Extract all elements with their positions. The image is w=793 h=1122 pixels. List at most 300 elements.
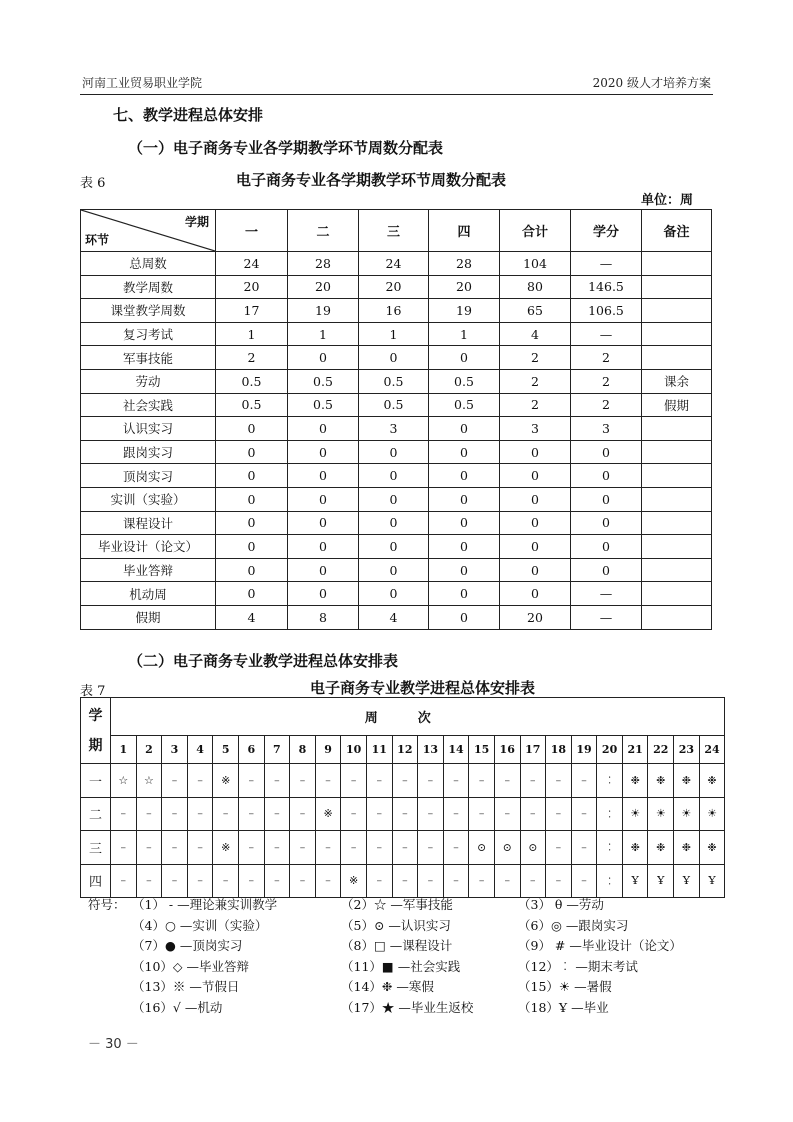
table6-title: 电子商务专业各学期教学环节周数分配表	[236, 171, 507, 189]
schedule-symbol-cell: –	[366, 831, 392, 865]
week-number-cell: 3	[162, 736, 188, 764]
semester-header-cell	[81, 698, 111, 764]
segment-name-cell: 劳动	[81, 369, 216, 393]
value-cell	[642, 275, 712, 299]
schedule-symbol-cell: –	[213, 864, 239, 898]
schedule-symbol-cell: –	[290, 831, 316, 865]
schedule-symbol-cell: ⊙	[494, 831, 520, 865]
schedule-symbol-cell: –	[111, 864, 137, 898]
table6-header-row	[81, 210, 712, 252]
value-cell: 0	[429, 558, 500, 582]
schedule-symbol-cell: –	[290, 864, 316, 898]
schedule-symbol-cell: –	[418, 831, 444, 865]
segment-name-cell: 课堂教学周数	[81, 299, 216, 323]
value-cell: 0	[500, 487, 571, 511]
value-cell: 24	[359, 252, 429, 276]
value-cell: 0	[288, 346, 359, 370]
value-cell: 65	[500, 299, 571, 323]
semester-row	[81, 797, 725, 831]
schedule-symbol-cell: –	[546, 764, 572, 798]
value-cell: 0	[359, 440, 429, 464]
value-cell: 0	[429, 582, 500, 606]
value-cell: 0	[571, 511, 642, 535]
table-row	[81, 346, 712, 370]
legend-item: （12）︰ —期末考试	[518, 958, 638, 974]
schedule-symbol-cell: –	[571, 764, 597, 798]
week-header-cell: 周次	[111, 698, 725, 736]
value-cell: 0	[571, 558, 642, 582]
schedule-symbol-cell: –	[418, 764, 444, 798]
value-cell: 2	[571, 393, 642, 417]
schedule-symbol-cell: ︰	[597, 764, 623, 798]
value-cell: 19	[429, 299, 500, 323]
schedule-symbol-cell: –	[341, 764, 367, 798]
segment-name-cell: 实训（实验）	[81, 487, 216, 511]
value-cell	[642, 558, 712, 582]
value-cell: 4	[500, 322, 571, 346]
value-cell: 1	[288, 322, 359, 346]
value-cell: 28	[429, 252, 500, 276]
week-number-cell: 22	[648, 736, 674, 764]
legend-item: （10）◇ —毕业答辩	[132, 958, 249, 974]
schedule-symbol-cell: ☀	[674, 797, 700, 831]
value-cell: 4	[359, 605, 429, 629]
segment-name-cell: 总周数	[81, 252, 216, 276]
value-cell: 2	[571, 346, 642, 370]
value-cell	[642, 322, 712, 346]
schedule-symbol-cell: –	[443, 864, 469, 898]
schedule-symbol-cell: –	[290, 764, 316, 798]
schedule-symbol-cell: –	[418, 797, 444, 831]
schedule-symbol-cell: ☀	[648, 797, 674, 831]
semester-header-text: 学 期	[88, 707, 103, 754]
value-cell: 0	[288, 417, 359, 441]
schedule-symbol-cell: ⊙	[469, 831, 495, 865]
semester-label-cell: 四	[81, 864, 111, 898]
value-cell: 课余	[642, 369, 712, 393]
week-number-cell: 19	[571, 736, 597, 764]
table-row	[81, 299, 712, 323]
schedule-symbol-cell: –	[469, 864, 495, 898]
value-cell: 0	[429, 605, 500, 629]
schedule-symbol-cell: –	[341, 831, 367, 865]
value-cell	[642, 346, 712, 370]
schedule-symbol-cell: –	[162, 764, 188, 798]
table-row	[81, 582, 712, 606]
value-cell: 2	[500, 346, 571, 370]
corner-segment-label: 环节	[85, 233, 110, 247]
value-cell: 1	[359, 322, 429, 346]
legend-item: （18）Ұ —毕业	[518, 1000, 609, 1015]
value-cell: 0	[359, 582, 429, 606]
schedule-symbol-cell: –	[290, 797, 316, 831]
corner-semester-label: 学期	[184, 215, 209, 229]
value-cell: 0	[429, 464, 500, 488]
schedule-symbol-cell: –	[366, 797, 392, 831]
schedule-symbol-cell: –	[341, 797, 367, 831]
table-row	[81, 464, 712, 488]
table-row	[81, 417, 712, 441]
schedule-symbol-cell: ❉	[648, 764, 674, 798]
segment-name-cell: 顶岗实习	[81, 464, 216, 488]
value-cell: 0	[429, 417, 500, 441]
value-cell: 0	[500, 511, 571, 535]
value-cell: 17	[216, 299, 288, 323]
schedule-symbol-cell: ︰	[597, 864, 623, 898]
table7-label: 表 7	[80, 684, 106, 699]
week-number-cell: 14	[443, 736, 469, 764]
segment-name-cell: 复习考试	[81, 322, 216, 346]
schedule-symbol-cell: ︰	[597, 797, 623, 831]
segment-name-cell: 跟岗实习	[81, 440, 216, 464]
table-row	[81, 440, 712, 464]
schedule-symbol-cell: Ұ	[648, 864, 674, 898]
value-cell: 0	[500, 464, 571, 488]
value-cell	[642, 464, 712, 488]
value-cell: 假期	[642, 393, 712, 417]
value-cell: —	[571, 605, 642, 629]
schedule-symbol-cell: –	[494, 864, 520, 898]
segment-name-cell: 认识实习	[81, 417, 216, 441]
schedule-symbol-cell: –	[187, 764, 213, 798]
segment-name-cell: 教学周数	[81, 275, 216, 299]
value-cell: 20	[359, 275, 429, 299]
week-number-cell: 15	[469, 736, 495, 764]
schedule-symbol-cell: –	[546, 797, 572, 831]
schedule-symbol-cell: –	[315, 864, 341, 898]
legend-item: （1） - —理论兼实训教学	[132, 897, 278, 912]
legend-item: （13）※ —节假日	[132, 979, 240, 995]
legend-item: （16）√ —机动	[132, 1000, 223, 1015]
table6-unit: 单位：周	[640, 193, 693, 208]
header-institution: 河南工业贸易职业学院	[82, 76, 203, 90]
schedule-symbol-cell: –	[187, 831, 213, 865]
value-cell: 0	[216, 440, 288, 464]
value-cell: 0.5	[288, 393, 359, 417]
schedule-symbol-cell: –	[264, 831, 290, 865]
corner-header-cell	[81, 210, 216, 252]
week-number-cell: 10	[341, 736, 367, 764]
semester-row	[81, 764, 725, 798]
schedule-symbol-cell: –	[571, 831, 597, 865]
semester-label-cell: 一	[81, 764, 111, 798]
legend-item: （15）☀ —暑假	[518, 979, 612, 995]
value-cell: 0	[359, 464, 429, 488]
value-cell: 0	[288, 464, 359, 488]
legend-item: （14）❉ —寒假	[341, 979, 434, 995]
schedule-symbol-cell: –	[392, 864, 418, 898]
value-cell: 0	[288, 535, 359, 559]
value-cell: 3	[500, 417, 571, 441]
schedule-symbol-cell: –	[264, 764, 290, 798]
schedule-symbol-cell: –	[366, 764, 392, 798]
value-cell: 20	[429, 275, 500, 299]
column-header: 三	[359, 210, 429, 252]
value-cell: 0	[500, 558, 571, 582]
schedule-symbol-cell: –	[443, 831, 469, 865]
semester-label-cell: 二	[81, 797, 111, 831]
week-allocation-table	[80, 209, 712, 630]
week-number-cell: 4	[187, 736, 213, 764]
value-cell: 20	[288, 275, 359, 299]
value-cell: 2	[500, 369, 571, 393]
week-number-cell: 16	[494, 736, 520, 764]
segment-name-cell: 课程设计	[81, 511, 216, 535]
semester-label-cell: 三	[81, 831, 111, 865]
value-cell: 3	[359, 417, 429, 441]
schedule-symbol-cell: –	[392, 831, 418, 865]
week-number-cell: 9	[315, 736, 341, 764]
value-cell: 80	[500, 275, 571, 299]
week-number-cell: 1	[111, 736, 137, 764]
value-cell: 0	[216, 582, 288, 606]
value-cell: 0	[216, 464, 288, 488]
value-cell: 0	[429, 535, 500, 559]
header-plan-title: 2020 级人才培养方案	[592, 76, 711, 90]
week-number-cell: 21	[622, 736, 648, 764]
value-cell: 2	[216, 346, 288, 370]
schedule-symbol-cell: –	[520, 797, 546, 831]
schedule-symbol-cell: –	[315, 764, 341, 798]
table-row	[81, 252, 712, 276]
value-cell	[642, 252, 712, 276]
value-cell	[642, 605, 712, 629]
segment-name-cell: 假期	[81, 605, 216, 629]
week-number-cell: 17	[520, 736, 546, 764]
schedule-symbol-cell: –	[264, 797, 290, 831]
segment-name-cell: 军事技能	[81, 346, 216, 370]
legend-item: （17）★ —毕业生返校	[341, 1000, 474, 1015]
section-title: 七、教学进程总体安排	[113, 106, 264, 124]
schedule-symbol-cell: Ұ	[622, 864, 648, 898]
page-number: － 30 －	[88, 1037, 139, 1052]
value-cell: 0	[359, 346, 429, 370]
value-cell: 0.5	[359, 369, 429, 393]
schedule-symbol-cell: –	[366, 864, 392, 898]
value-cell: 20	[216, 275, 288, 299]
schedule-symbol-cell: ❉	[699, 831, 725, 865]
column-header: 合计	[500, 210, 571, 252]
subsection-title-1: （一）电子商务专业各学期教学环节周数分配表	[128, 139, 444, 157]
schedule-symbol-cell: –	[571, 797, 597, 831]
schedule-symbol-cell: –	[213, 797, 239, 831]
value-cell	[642, 511, 712, 535]
schedule-symbol-cell: –	[238, 764, 264, 798]
value-cell: 0.5	[216, 369, 288, 393]
schedule-symbol-cell: ※	[213, 831, 239, 865]
table-row	[81, 393, 712, 417]
schedule-symbol-cell: –	[571, 864, 597, 898]
value-cell: 104	[500, 252, 571, 276]
week-number-cell: 18	[546, 736, 572, 764]
semester-row	[81, 831, 725, 865]
schedule-symbol-cell: –	[187, 797, 213, 831]
column-header: 四	[429, 210, 500, 252]
week-number-row	[81, 736, 725, 764]
value-cell: 28	[288, 252, 359, 276]
table7-title: 电子商务专业教学进程总体安排表	[310, 679, 536, 697]
week-number-cell: 13	[418, 736, 444, 764]
value-cell: 0	[288, 511, 359, 535]
schedule-symbol-cell: –	[136, 864, 162, 898]
schedule-symbol-cell: –	[418, 864, 444, 898]
legend-item: （6）◎ —跟岗实习	[518, 917, 629, 933]
schedule-symbol-cell: –	[520, 864, 546, 898]
value-cell: 0	[359, 558, 429, 582]
schedule-symbol-cell: ︰	[597, 831, 623, 865]
value-cell	[642, 535, 712, 559]
schedule-symbol-cell: –	[111, 831, 137, 865]
subsection-title-2: （二）电子商务专业教学进程总体安排表	[128, 652, 399, 670]
table-row	[81, 275, 712, 299]
schedule-symbol-cell: –	[187, 864, 213, 898]
value-cell: 4	[216, 605, 288, 629]
schedule-symbol-cell: ❉	[622, 831, 648, 865]
schedule-symbol-cell: ❉	[648, 831, 674, 865]
value-cell: —	[571, 322, 642, 346]
value-cell: 0.5	[429, 393, 500, 417]
segment-name-cell: 毕业答辩	[81, 558, 216, 582]
schedule-symbol-cell: –	[392, 797, 418, 831]
schedule-symbol-cell: ❉	[699, 764, 725, 798]
schedule-symbol-cell: ⊙	[520, 831, 546, 865]
schedule-symbol-cell: ☀	[622, 797, 648, 831]
schedule-symbol-cell: ☆	[111, 764, 137, 798]
week-header-row	[81, 698, 725, 736]
schedule-symbol-cell: –	[238, 797, 264, 831]
schedule-symbol-cell: –	[469, 797, 495, 831]
schedule-symbol-cell: –	[494, 797, 520, 831]
table-row	[81, 487, 712, 511]
value-cell: 0	[359, 511, 429, 535]
week-number-cell: 5	[213, 736, 239, 764]
value-cell: —	[571, 252, 642, 276]
schedule-symbol-cell: –	[238, 831, 264, 865]
header-divider	[80, 94, 713, 95]
value-cell: —	[571, 582, 642, 606]
legend-item: （11）■ —社会实践	[341, 958, 461, 974]
value-cell	[642, 582, 712, 606]
schedule-symbol-cell: ❉	[674, 831, 700, 865]
legend-item: （8）□ —课程设计	[341, 938, 453, 954]
legend-item: （7）● —顶岗实习	[132, 938, 243, 954]
schedule-symbol-cell: –	[315, 831, 341, 865]
value-cell: 0	[500, 440, 571, 464]
value-cell: 0	[288, 582, 359, 606]
schedule-symbol-cell: –	[443, 764, 469, 798]
schedule-symbol-cell: –	[136, 797, 162, 831]
column-header: 备注	[642, 210, 712, 252]
semester-row	[81, 864, 725, 898]
value-cell: 3	[571, 417, 642, 441]
value-cell: 0.5	[216, 393, 288, 417]
legend-item: （5）⊙ —认识实习	[341, 917, 451, 933]
schedule-symbol-cell: ※	[213, 764, 239, 798]
value-cell: 0	[571, 440, 642, 464]
segment-name-cell: 社会实践	[81, 393, 216, 417]
table-row	[81, 511, 712, 535]
schedule-symbol-cell: –	[162, 797, 188, 831]
value-cell: 8	[288, 605, 359, 629]
table-row	[81, 605, 712, 629]
table-row	[81, 535, 712, 559]
value-cell: 0	[429, 487, 500, 511]
value-cell: 0	[429, 511, 500, 535]
value-cell: 20	[500, 605, 571, 629]
value-cell	[642, 417, 712, 441]
value-cell: 1	[429, 322, 500, 346]
value-cell: 0	[359, 535, 429, 559]
week-number-cell: 6	[238, 736, 264, 764]
schedule-symbol-cell: –	[546, 864, 572, 898]
value-cell: 2	[571, 369, 642, 393]
value-cell: 1	[216, 322, 288, 346]
column-header: 一	[216, 210, 288, 252]
value-cell: 106.5	[571, 299, 642, 323]
week-number-cell: 8	[290, 736, 316, 764]
legend-item: （9） # —毕业设计（论文）	[518, 938, 682, 954]
schedule-symbol-cell: –	[111, 797, 137, 831]
schedule-table	[80, 697, 725, 898]
schedule-symbol-cell: –	[520, 764, 546, 798]
value-cell: 0	[429, 440, 500, 464]
value-cell: 0	[216, 487, 288, 511]
legend-item: （2）☆ —军事技能	[341, 897, 453, 912]
value-cell: 0	[288, 558, 359, 582]
week-number-cell: 7	[264, 736, 290, 764]
schedule-symbol-cell: ☀	[699, 797, 725, 831]
legend-item: （4）○ —实训（实验）	[132, 917, 268, 933]
schedule-symbol-cell: Ұ	[674, 864, 700, 898]
column-header: 学分	[571, 210, 642, 252]
schedule-symbol-cell: ❉	[622, 764, 648, 798]
value-cell: 0	[288, 440, 359, 464]
schedule-symbol-cell: –	[494, 764, 520, 798]
schedule-symbol-cell: –	[469, 764, 495, 798]
schedule-symbol-cell: ❉	[674, 764, 700, 798]
value-cell: 0	[359, 487, 429, 511]
schedule-symbol-cell: ※	[341, 864, 367, 898]
schedule-symbol-cell: –	[136, 831, 162, 865]
value-cell: 0.5	[429, 369, 500, 393]
schedule-symbol-cell: –	[162, 831, 188, 865]
value-cell: 0	[500, 582, 571, 606]
table-row	[81, 369, 712, 393]
value-cell: 0	[571, 535, 642, 559]
schedule-symbol-cell: –	[264, 864, 290, 898]
table-row	[81, 322, 712, 346]
value-cell	[642, 299, 712, 323]
value-cell: 0	[216, 558, 288, 582]
value-cell: 146.5	[571, 275, 642, 299]
schedule-symbol-cell: –	[546, 831, 572, 865]
legend-label: 符号：	[88, 897, 126, 912]
schedule-symbol-cell: Ұ	[699, 864, 725, 898]
value-cell: 0.5	[288, 369, 359, 393]
value-cell: 0	[216, 511, 288, 535]
value-cell: 19	[288, 299, 359, 323]
value-cell: 0	[216, 535, 288, 559]
value-cell: 0	[571, 464, 642, 488]
week-number-cell: 11	[366, 736, 392, 764]
column-header: 二	[288, 210, 359, 252]
value-cell: 0	[429, 346, 500, 370]
segment-name-cell: 毕业设计（论文）	[81, 535, 216, 559]
week-number-cell: 23	[674, 736, 700, 764]
segment-name-cell: 机动周	[81, 582, 216, 606]
table6-label: 表 6	[80, 176, 106, 191]
value-cell: 24	[216, 252, 288, 276]
